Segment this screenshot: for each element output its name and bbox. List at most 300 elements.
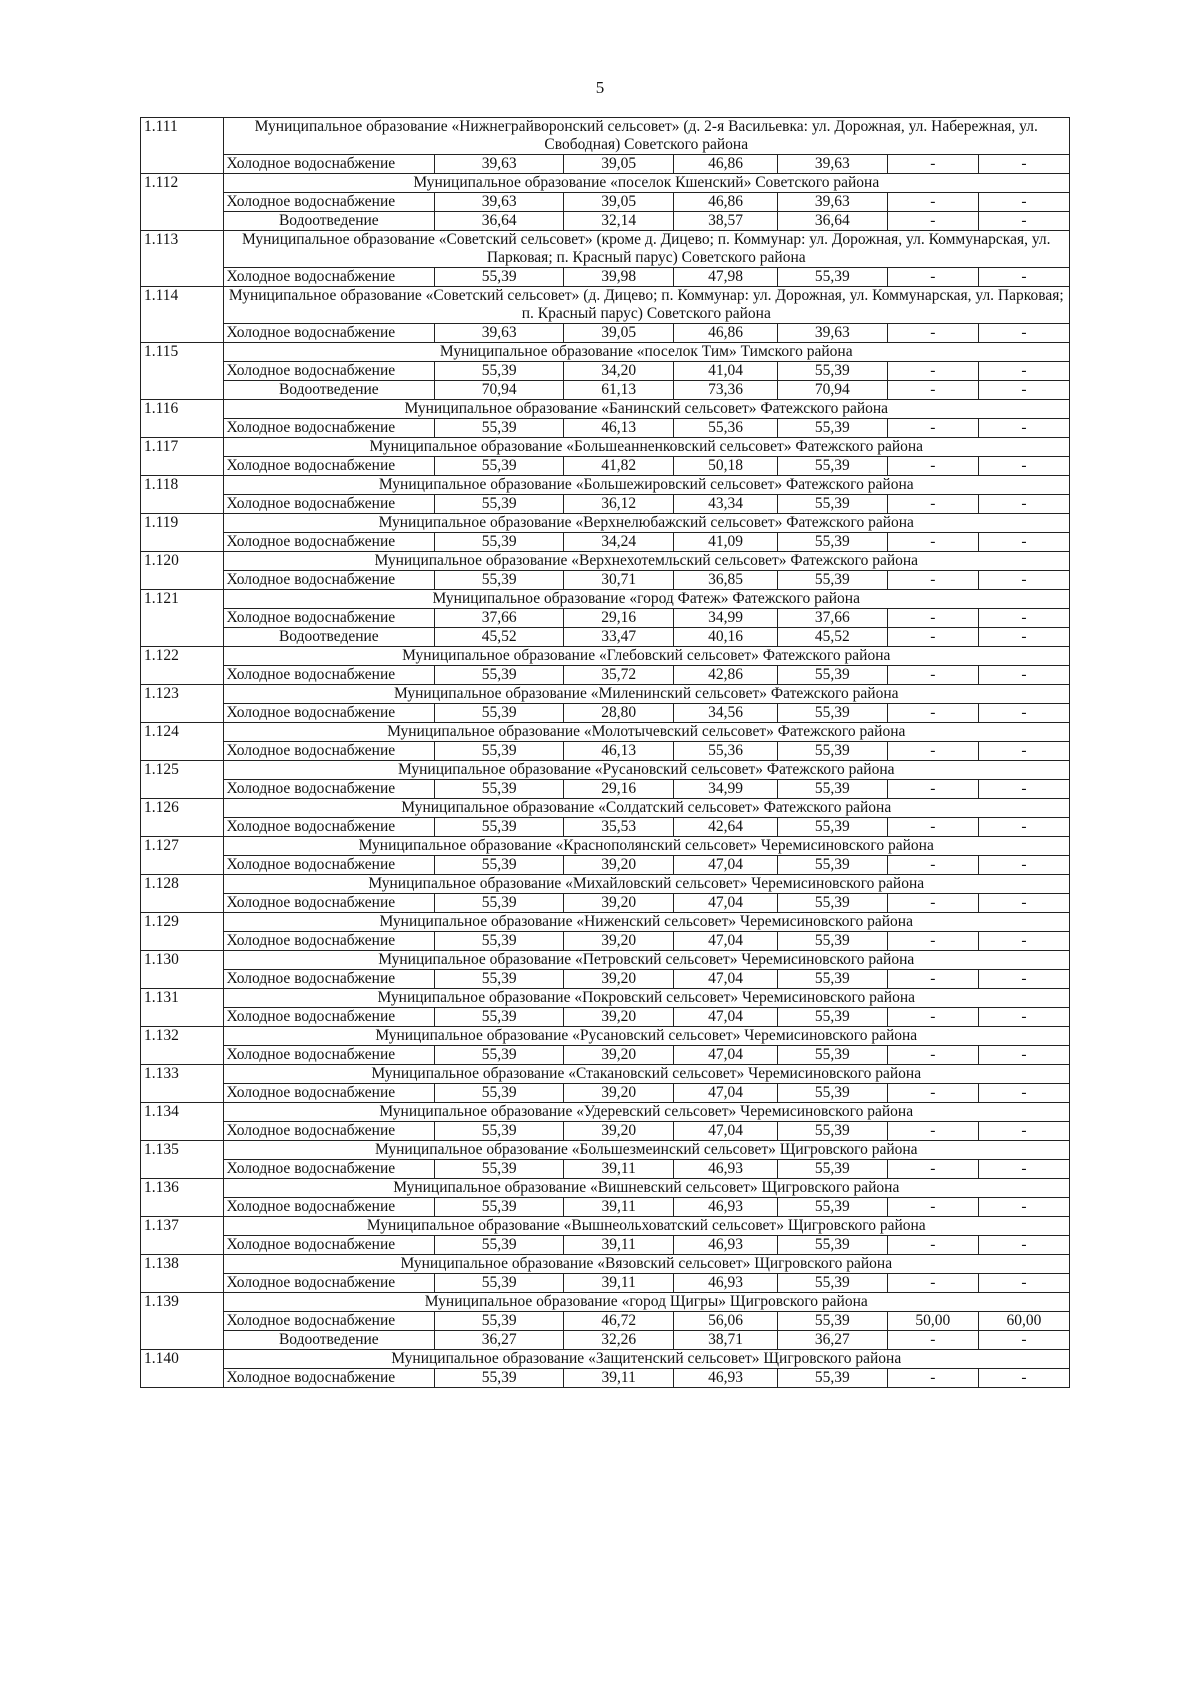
tariff-value: 55,39 bbox=[435, 666, 564, 685]
tariff-value: - bbox=[887, 362, 978, 381]
tariff-value: 55,39 bbox=[435, 1122, 564, 1141]
municipality-title: Муниципальное образование «Нижнеграйворонский сельсовет» (д. 2-я Васильевка: ул. Дорожная, ул. Набережная, ул. Свободная) Советского района bbox=[223, 118, 1069, 155]
tariff-value: 55,39 bbox=[777, 1198, 887, 1217]
service-row bbox=[141, 155, 1070, 174]
tariff-value: 39,20 bbox=[564, 970, 674, 989]
service-row bbox=[141, 324, 1070, 343]
service-row bbox=[141, 856, 1070, 875]
row-number: 1.131 bbox=[141, 989, 224, 1027]
municipality-title: Муниципальное образование «Краснополянский сельсовет» Черемисиновского района bbox=[223, 837, 1069, 856]
tariff-value: 39,05 bbox=[564, 193, 674, 212]
service-row bbox=[141, 533, 1070, 552]
tariff-value: 32,14 bbox=[564, 212, 674, 231]
tariff-value: 55,39 bbox=[777, 533, 887, 552]
tariff-value: 39,63 bbox=[777, 324, 887, 343]
service-name: Холодное водоснабжение bbox=[223, 533, 435, 552]
tariff-value: 70,94 bbox=[435, 381, 564, 400]
service-name: Холодное водоснабжение bbox=[223, 324, 435, 343]
tariff-value: 55,39 bbox=[435, 894, 564, 913]
tariff-value: 46,13 bbox=[564, 742, 674, 761]
tariff-value: 55,39 bbox=[435, 970, 564, 989]
municipality-title: Муниципальное образование «Верхнелюбажский сельсовет» Фатежского района bbox=[223, 514, 1069, 533]
tariff-value: 36,64 bbox=[777, 212, 887, 231]
service-name: Холодное водоснабжение bbox=[223, 894, 435, 913]
municipality-title: Муниципальное образование «город Щигры» Щигровского района bbox=[223, 1293, 1069, 1312]
tariff-value: 55,39 bbox=[435, 495, 564, 514]
tariff-value: 39,05 bbox=[564, 324, 674, 343]
tariff-value: 55,39 bbox=[435, 1084, 564, 1103]
service-name: Холодное водоснабжение bbox=[223, 362, 435, 381]
service-name: Холодное водоснабжение bbox=[223, 780, 435, 799]
tariff-value: 47,04 bbox=[674, 1008, 778, 1027]
tariff-value: 55,39 bbox=[777, 1008, 887, 1027]
municipality-row bbox=[141, 723, 1070, 742]
service-name: Холодное водоснабжение bbox=[223, 704, 435, 723]
row-number: 1.115 bbox=[141, 343, 224, 400]
service-row bbox=[141, 1331, 1070, 1350]
municipality-row bbox=[141, 174, 1070, 193]
tariff-value: - bbox=[887, 1008, 978, 1027]
tariff-value: - bbox=[978, 419, 1069, 438]
tariff-value: 39,20 bbox=[564, 856, 674, 875]
municipality-row bbox=[141, 647, 1070, 666]
row-number: 1.118 bbox=[141, 476, 224, 514]
tariff-value: - bbox=[978, 457, 1069, 476]
service-name: Холодное водоснабжение bbox=[223, 932, 435, 951]
row-number: 1.111 bbox=[141, 118, 224, 174]
tariff-value: - bbox=[978, 970, 1069, 989]
municipality-title: Муниципальное образование «Русановский сельсовет» Фатежского района bbox=[223, 761, 1069, 780]
service-name: Холодное водоснабжение bbox=[223, 1198, 435, 1217]
tariff-value: 55,39 bbox=[435, 268, 564, 287]
service-name: Холодное водоснабжение bbox=[223, 457, 435, 476]
tariff-value: - bbox=[887, 324, 978, 343]
tariff-value: 39,63 bbox=[435, 193, 564, 212]
municipality-row bbox=[141, 1027, 1070, 1046]
municipality-title: Муниципальное образование «Ниженский сельсовет» Черемисиновского района bbox=[223, 913, 1069, 932]
service-name: Водоотведение bbox=[223, 381, 435, 400]
tariff-value: - bbox=[978, 628, 1069, 647]
tariff-value: - bbox=[978, 1122, 1069, 1141]
tariff-value: 55,39 bbox=[777, 1160, 887, 1179]
service-name: Холодное водоснабжение bbox=[223, 1084, 435, 1103]
service-name: Холодное водоснабжение bbox=[223, 1236, 435, 1255]
tariff-value: - bbox=[978, 856, 1069, 875]
tariff-value: 39,63 bbox=[435, 324, 564, 343]
tariff-value: 55,39 bbox=[777, 742, 887, 761]
tariff-value: 55,39 bbox=[777, 1236, 887, 1255]
tariff-value: 56,06 bbox=[674, 1312, 778, 1331]
tariff-value: - bbox=[978, 1236, 1069, 1255]
municipality-row bbox=[141, 1065, 1070, 1084]
row-number: 1.134 bbox=[141, 1103, 224, 1141]
tariff-value: 41,82 bbox=[564, 457, 674, 476]
tariff-value: - bbox=[978, 324, 1069, 343]
tariff-value: 39,98 bbox=[564, 268, 674, 287]
tariff-value: - bbox=[978, 780, 1069, 799]
municipality-title: Муниципальное образование «Большеанненковский сельсовет» Фатежского района bbox=[223, 438, 1069, 457]
municipality-title: Муниципальное образование «поселок Кшенский» Советского района bbox=[223, 174, 1069, 193]
tariff-value: 70,94 bbox=[777, 381, 887, 400]
service-name: Холодное водоснабжение bbox=[223, 419, 435, 438]
tariff-value: 55,39 bbox=[777, 856, 887, 875]
tariff-value: 39,20 bbox=[564, 1084, 674, 1103]
municipality-title: Муниципальное образование «Вязовский сельсовет» Щигровского района bbox=[223, 1255, 1069, 1274]
tariff-value: 55,39 bbox=[435, 1160, 564, 1179]
tariff-value: - bbox=[887, 457, 978, 476]
municipality-row bbox=[141, 913, 1070, 932]
tariff-value: 39,11 bbox=[564, 1274, 674, 1293]
tariff-value: 45,52 bbox=[435, 628, 564, 647]
tariff-value: 55,39 bbox=[777, 268, 887, 287]
tariff-value: - bbox=[887, 1046, 978, 1065]
service-row bbox=[141, 970, 1070, 989]
tariff-value: 39,05 bbox=[564, 155, 674, 174]
tariff-value: 47,04 bbox=[674, 932, 778, 951]
municipality-row bbox=[141, 231, 1070, 268]
tariff-value: 55,39 bbox=[777, 780, 887, 799]
tariff-value: 55,36 bbox=[674, 742, 778, 761]
tariff-value: - bbox=[978, 666, 1069, 685]
tariff-value: - bbox=[887, 212, 978, 231]
tariff-table-body bbox=[141, 118, 1070, 1388]
service-name: Холодное водоснабжение bbox=[223, 1369, 435, 1388]
tariff-value: 42,64 bbox=[674, 818, 778, 837]
tariff-value: - bbox=[978, 268, 1069, 287]
row-number: 1.136 bbox=[141, 1179, 224, 1217]
tariff-value: - bbox=[978, 932, 1069, 951]
tariff-value: 46,93 bbox=[674, 1236, 778, 1255]
tariff-value: 47,04 bbox=[674, 856, 778, 875]
tariff-value: 46,93 bbox=[674, 1369, 778, 1388]
service-name: Холодное водоснабжение bbox=[223, 666, 435, 685]
tariff-value: 55,39 bbox=[435, 742, 564, 761]
municipality-title: Муниципальное образование «Вишневский сельсовет» Щигровского района bbox=[223, 1179, 1069, 1198]
tariff-value: 39,20 bbox=[564, 932, 674, 951]
service-row bbox=[141, 193, 1070, 212]
tariff-value: - bbox=[978, 1084, 1069, 1103]
tariff-value: - bbox=[978, 193, 1069, 212]
row-number: 1.137 bbox=[141, 1217, 224, 1255]
tariff-value: - bbox=[978, 742, 1069, 761]
tariff-value: 35,72 bbox=[564, 666, 674, 685]
municipality-row bbox=[141, 1217, 1070, 1236]
tariff-value: 47,04 bbox=[674, 1122, 778, 1141]
tariff-value: - bbox=[887, 193, 978, 212]
tariff-value: - bbox=[978, 1331, 1069, 1350]
service-row bbox=[141, 932, 1070, 951]
tariff-value: - bbox=[887, 1160, 978, 1179]
municipality-title: Муниципальное образование «Удеревский сельсовет» Черемисиновского района bbox=[223, 1103, 1069, 1122]
service-row bbox=[141, 780, 1070, 799]
municipality-title: Муниципальное образование «Большезмеинский сельсовет» Щигровского района bbox=[223, 1141, 1069, 1160]
municipality-row bbox=[141, 118, 1070, 155]
municipality-row bbox=[141, 287, 1070, 324]
service-row bbox=[141, 362, 1070, 381]
service-name: Холодное водоснабжение bbox=[223, 495, 435, 514]
row-number: 1.117 bbox=[141, 438, 224, 476]
tariff-table bbox=[140, 117, 1070, 1388]
tariff-value: - bbox=[978, 571, 1069, 590]
municipality-title: Муниципальное образование «Вышнеольховатский сельсовет» Щигровского района bbox=[223, 1217, 1069, 1236]
tariff-value: 50,18 bbox=[674, 457, 778, 476]
service-row bbox=[141, 609, 1070, 628]
tariff-value: 46,13 bbox=[564, 419, 674, 438]
tariff-value: 55,39 bbox=[777, 1084, 887, 1103]
tariff-value: 45,52 bbox=[777, 628, 887, 647]
service-row bbox=[141, 419, 1070, 438]
municipality-row bbox=[141, 1103, 1070, 1122]
municipality-title: Муниципальное образование «Покровский сельсовет» Черемисиновского района bbox=[223, 989, 1069, 1008]
row-number: 1.122 bbox=[141, 647, 224, 685]
municipality-row bbox=[141, 438, 1070, 457]
tariff-value: - bbox=[978, 894, 1069, 913]
tariff-value: - bbox=[887, 495, 978, 514]
row-number: 1.128 bbox=[141, 875, 224, 913]
municipality-title: Муниципальное образование «Петровский сельсовет» Черемисиновского района bbox=[223, 951, 1069, 970]
tariff-value: 55,39 bbox=[435, 856, 564, 875]
row-number: 1.120 bbox=[141, 552, 224, 590]
service-row bbox=[141, 1198, 1070, 1217]
tariff-value: - bbox=[978, 1046, 1069, 1065]
tariff-value: - bbox=[887, 533, 978, 552]
municipality-title: Муниципальное образование «Верхнехотемльский сельсовет» Фатежского района bbox=[223, 552, 1069, 571]
tariff-value: - bbox=[887, 609, 978, 628]
tariff-value: - bbox=[887, 1236, 978, 1255]
tariff-value: 55,39 bbox=[435, 457, 564, 476]
row-number: 1.129 bbox=[141, 913, 224, 951]
tariff-value: 34,56 bbox=[674, 704, 778, 723]
tariff-value: - bbox=[887, 704, 978, 723]
tariff-value: - bbox=[887, 381, 978, 400]
tariff-value: 34,24 bbox=[564, 533, 674, 552]
tariff-value: - bbox=[887, 666, 978, 685]
tariff-value: 55,36 bbox=[674, 419, 778, 438]
municipality-title: Муниципальное образование «Молотычевский сельсовет» Фатежского района bbox=[223, 723, 1069, 742]
tariff-value: 39,63 bbox=[777, 193, 887, 212]
tariff-value: 34,99 bbox=[674, 780, 778, 799]
municipality-title: Муниципальное образование «Большежировский сельсовет» Фатежского района bbox=[223, 476, 1069, 495]
tariff-value: 37,66 bbox=[435, 609, 564, 628]
service-name: Холодное водоснабжение bbox=[223, 1160, 435, 1179]
tariff-value: 39,11 bbox=[564, 1369, 674, 1388]
municipality-row bbox=[141, 951, 1070, 970]
row-number: 1.126 bbox=[141, 799, 224, 837]
tariff-value: 46,86 bbox=[674, 193, 778, 212]
municipality-title: Муниципальное образование «город Фатеж» Фатежского района bbox=[223, 590, 1069, 609]
tariff-value: 55,39 bbox=[435, 1369, 564, 1388]
municipality-title: Муниципальное образование «Банинский сельсовет» Фатежского района bbox=[223, 400, 1069, 419]
service-row bbox=[141, 1312, 1070, 1331]
municipality-title: Муниципальное образование «Миленинский сельсовет» Фатежского района bbox=[223, 685, 1069, 704]
municipality-title: Муниципальное образование «Глебовский сельсовет» Фатежского района bbox=[223, 647, 1069, 666]
tariff-value: 41,09 bbox=[674, 533, 778, 552]
service-row bbox=[141, 1274, 1070, 1293]
municipality-row bbox=[141, 343, 1070, 362]
tariff-value: 47,04 bbox=[674, 1046, 778, 1065]
municipality-title: Муниципальное образование «поселок Тим» Тимского района bbox=[223, 343, 1069, 362]
tariff-value: - bbox=[887, 932, 978, 951]
page-number: 5 bbox=[595, 78, 605, 97]
tariff-value: - bbox=[887, 856, 978, 875]
service-row bbox=[141, 268, 1070, 287]
tariff-value: 39,11 bbox=[564, 1236, 674, 1255]
tariff-value: - bbox=[978, 1274, 1069, 1293]
tariff-value: 37,66 bbox=[777, 609, 887, 628]
tariff-value: 38,71 bbox=[674, 1331, 778, 1350]
municipality-row bbox=[141, 552, 1070, 571]
tariff-value: 73,36 bbox=[674, 381, 778, 400]
tariff-value: - bbox=[978, 818, 1069, 837]
service-row bbox=[141, 381, 1070, 400]
tariff-value: - bbox=[978, 609, 1069, 628]
service-name: Холодное водоснабжение bbox=[223, 1008, 435, 1027]
service-row bbox=[141, 457, 1070, 476]
tariff-value: 55,39 bbox=[777, 419, 887, 438]
service-name: Холодное водоснабжение bbox=[223, 1274, 435, 1293]
tariff-value: 39,11 bbox=[564, 1198, 674, 1217]
tariff-value: 55,39 bbox=[777, 894, 887, 913]
municipality-title: Муниципальное образование «Советский сельсовет» (кроме д. Дицево; п. Коммунар: ул. Дорожная, ул. Коммунарская, ул. Парковая; п. Красный парус) Советского района bbox=[223, 231, 1069, 268]
tariff-value: - bbox=[978, 381, 1069, 400]
tariff-value: 39,20 bbox=[564, 1046, 674, 1065]
tariff-value: 30,71 bbox=[564, 571, 674, 590]
tariff-value: 46,93 bbox=[674, 1198, 778, 1217]
tariff-value: 55,39 bbox=[435, 780, 564, 799]
tariff-value: - bbox=[978, 1198, 1069, 1217]
tariff-value: 39,11 bbox=[564, 1160, 674, 1179]
row-number: 1.132 bbox=[141, 1027, 224, 1065]
municipality-row bbox=[141, 1255, 1070, 1274]
municipality-title: Муниципальное образование «Стакановский сельсовет» Черемисиновского района bbox=[223, 1065, 1069, 1084]
row-number: 1.138 bbox=[141, 1255, 224, 1293]
municipality-row bbox=[141, 685, 1070, 704]
tariff-value: 55,39 bbox=[435, 1274, 564, 1293]
tariff-value: - bbox=[978, 1369, 1069, 1388]
tariff-value: - bbox=[978, 362, 1069, 381]
tariff-value: - bbox=[887, 268, 978, 287]
service-name: Холодное водоснабжение bbox=[223, 742, 435, 761]
tariff-value: 38,57 bbox=[674, 212, 778, 231]
municipality-row bbox=[141, 837, 1070, 856]
service-name: Холодное водоснабжение bbox=[223, 856, 435, 875]
service-name: Водоотведение bbox=[223, 628, 435, 647]
row-number: 1.124 bbox=[141, 723, 224, 761]
tariff-value: 47,04 bbox=[674, 970, 778, 989]
service-row bbox=[141, 1236, 1070, 1255]
tariff-value: - bbox=[887, 1122, 978, 1141]
row-number: 1.125 bbox=[141, 761, 224, 799]
tariff-value: 39,63 bbox=[777, 155, 887, 174]
tariff-value: 32,26 bbox=[564, 1331, 674, 1350]
row-number: 1.112 bbox=[141, 174, 224, 231]
municipality-row bbox=[141, 1293, 1070, 1312]
service-row bbox=[141, 495, 1070, 514]
tariff-value: 55,39 bbox=[435, 1312, 564, 1331]
municipality-title: Муниципальное образование «Солдатский сельсовет» Фатежского района bbox=[223, 799, 1069, 818]
tariff-value: 39,20 bbox=[564, 1122, 674, 1141]
service-name: Холодное водоснабжение bbox=[223, 1312, 435, 1331]
municipality-row bbox=[141, 761, 1070, 780]
tariff-value: - bbox=[887, 1084, 978, 1103]
tariff-value: 55,39 bbox=[435, 1198, 564, 1217]
service-row bbox=[141, 1122, 1070, 1141]
tariff-value: - bbox=[887, 1369, 978, 1388]
row-number: 1.133 bbox=[141, 1065, 224, 1103]
service-name: Холодное водоснабжение bbox=[223, 609, 435, 628]
service-row bbox=[141, 742, 1070, 761]
tariff-value: - bbox=[887, 628, 978, 647]
tariff-value: 55,39 bbox=[435, 362, 564, 381]
tariff-value: 55,39 bbox=[777, 1122, 887, 1141]
tariff-value: - bbox=[978, 1008, 1069, 1027]
tariff-value: 34,99 bbox=[674, 609, 778, 628]
tariff-value: 46,86 bbox=[674, 324, 778, 343]
tariff-value: - bbox=[887, 1331, 978, 1350]
tariff-value: 33,47 bbox=[564, 628, 674, 647]
tariff-value: 55,39 bbox=[777, 666, 887, 685]
tariff-value: 46,86 bbox=[674, 155, 778, 174]
row-number: 1.130 bbox=[141, 951, 224, 989]
municipality-row bbox=[141, 400, 1070, 419]
row-number: 1.123 bbox=[141, 685, 224, 723]
row-number: 1.121 bbox=[141, 590, 224, 647]
municipality-title: Муниципальное образование «Защитенский сельсовет» Щигровского района bbox=[223, 1350, 1069, 1369]
tariff-value: 36,64 bbox=[435, 212, 564, 231]
tariff-value: - bbox=[887, 970, 978, 989]
service-row bbox=[141, 1369, 1070, 1388]
tariff-value: - bbox=[978, 533, 1069, 552]
municipality-title: Муниципальное образование «Русановский сельсовет» Черемисиновского района bbox=[223, 1027, 1069, 1046]
service-name: Холодное водоснабжение bbox=[223, 1046, 435, 1065]
tariff-value: 46,93 bbox=[674, 1160, 778, 1179]
service-row bbox=[141, 212, 1070, 231]
service-name: Холодное водоснабжение bbox=[223, 268, 435, 287]
row-number: 1.140 bbox=[141, 1350, 224, 1388]
municipality-row bbox=[141, 799, 1070, 818]
tariff-value: 55,39 bbox=[777, 1274, 887, 1293]
tariff-value: 60,00 bbox=[978, 1312, 1069, 1331]
service-name: Холодное водоснабжение bbox=[223, 571, 435, 590]
tariff-value: 55,39 bbox=[435, 419, 564, 438]
tariff-value: 55,39 bbox=[777, 571, 887, 590]
tariff-value: 28,80 bbox=[564, 704, 674, 723]
tariff-value: - bbox=[978, 1160, 1069, 1179]
tariff-value: 47,98 bbox=[674, 268, 778, 287]
row-number: 1.113 bbox=[141, 231, 224, 287]
tariff-value: 42,86 bbox=[674, 666, 778, 685]
tariff-value: 47,04 bbox=[674, 1084, 778, 1103]
tariff-value: 39,20 bbox=[564, 894, 674, 913]
tariff-value: 55,39 bbox=[435, 932, 564, 951]
tariff-value: 55,39 bbox=[435, 571, 564, 590]
tariff-value: 35,53 bbox=[564, 818, 674, 837]
tariff-value: 40,16 bbox=[674, 628, 778, 647]
tariff-value: 55,39 bbox=[435, 1236, 564, 1255]
tariff-value: 55,39 bbox=[777, 932, 887, 951]
tariff-value: 55,39 bbox=[435, 704, 564, 723]
service-name: Водоотведение bbox=[223, 212, 435, 231]
municipality-row bbox=[141, 476, 1070, 495]
tariff-value: - bbox=[978, 495, 1069, 514]
tariff-value: 55,39 bbox=[777, 362, 887, 381]
tariff-value: - bbox=[887, 894, 978, 913]
tariff-value: - bbox=[887, 155, 978, 174]
tariff-value: 55,39 bbox=[777, 1312, 887, 1331]
tariff-value: 55,39 bbox=[435, 1046, 564, 1065]
tariff-value: 55,39 bbox=[777, 1046, 887, 1065]
municipality-row bbox=[141, 590, 1070, 609]
